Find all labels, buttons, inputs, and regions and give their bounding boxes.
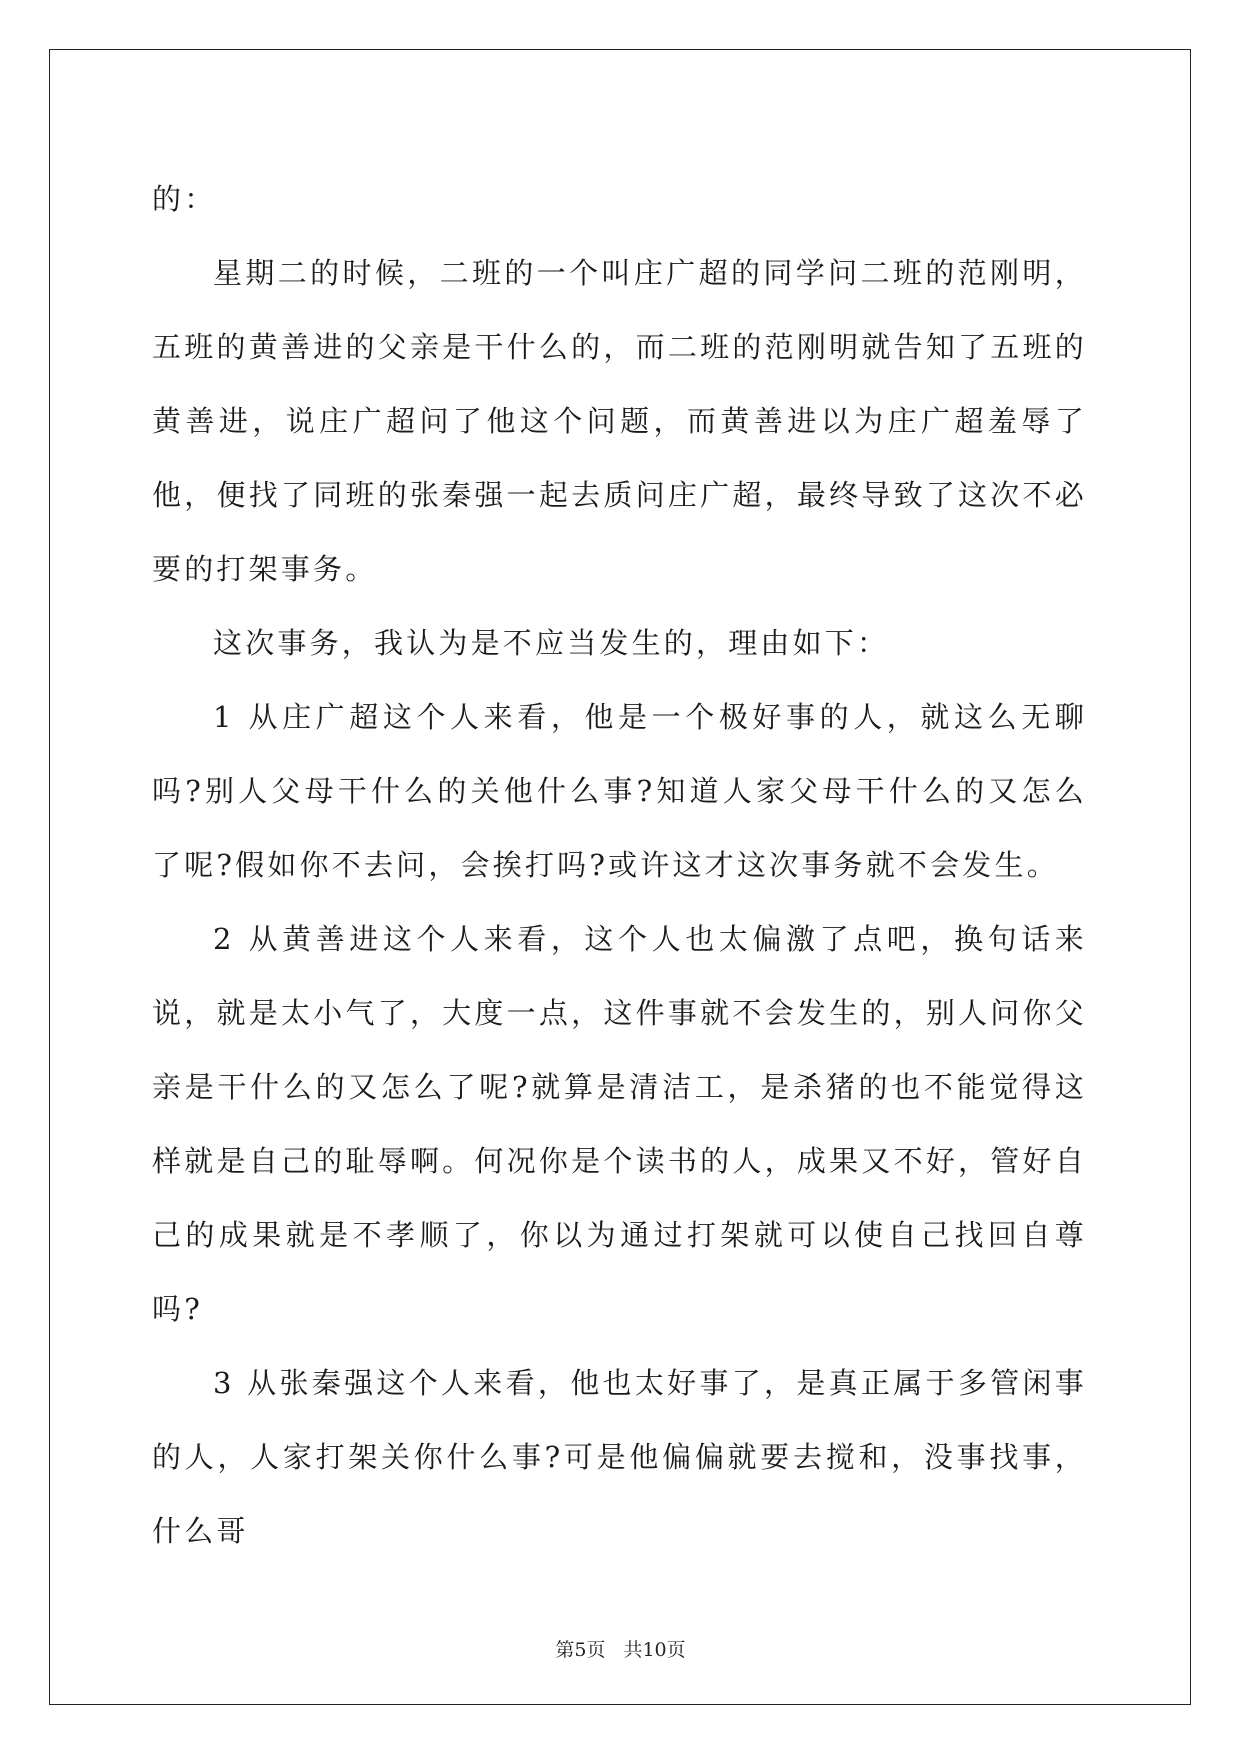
paragraph-reason-2: 2 从黄善进这个人来看，这个人也太偏激了点吧，换句话来说，就是太小气了，大度一点，这件事就不会发生的，别人问你父亲是干什么的又怎么了呢?就算是清洁工，是杀猪的也不能觉得这样就是自己的耻辱啊。何况你是个读书的人，成果又不好，管好自己的成果就是不孝顺了，你以为通过打架就可以使自己找回自尊吗?: [152, 922, 1087, 1326]
page-number: 第5页: [555, 1639, 606, 1661]
page-footer: [0, 1635, 1241, 1662]
document-body: [152, 162, 1087, 1568]
paragraph-reason-1: 1 从庄广超这个人来看，他是一个极好事的人，就这么无聊吗?别人父母干什么的关他什么事?知道人家父母干什么的又怎么了呢?假如你不去问，会挨打吗?或许这才这次事务就不会发生。: [152, 700, 1087, 882]
paragraph-incident: 星期二的时候，二班的一个叫庄广超的同学问二班的范刚明，五班的黄善进的父亲是干什么的，而二班的范刚明就告知了五班的黄善进，说庄广超问了他这个问题，而黄善进以为庄广超羞辱了他，便找了同班的张秦强一起去质问庄广超，最终导致了这次不必要的打架事务。: [152, 256, 1087, 586]
paragraph-continuation: 的：: [152, 182, 217, 216]
paragraph-opinion: 这次事务，我认为是不应当发生的，理由如下：: [213, 626, 890, 660]
paragraph-reason-3: 3 从张秦强这个人来看，他也太好事了，是真正属于多管闲事的人，人家打架关你什么事?可是他偏偏就要去搅和，没事找事，什么哥: [152, 1366, 1087, 1548]
page-total: 共10页: [623, 1639, 686, 1661]
